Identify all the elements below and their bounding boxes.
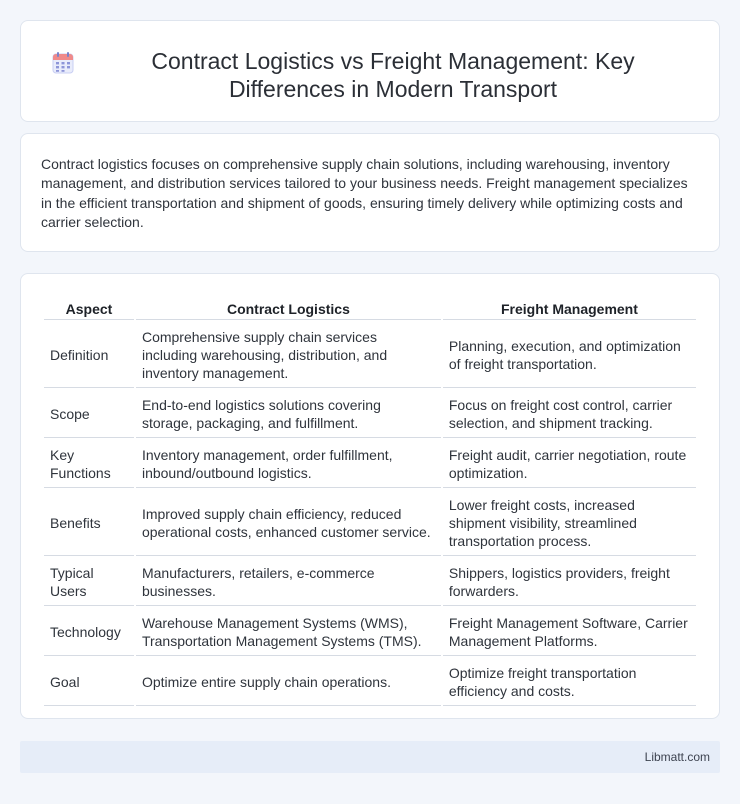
row-aspect: Technology: [44, 608, 134, 656]
row-freight-management: Shippers, logistics providers, freight forwarders.: [443, 558, 696, 606]
comparison-table: [42, 294, 698, 708]
row-aspect: Goal: [44, 658, 134, 706]
row-aspect: Scope: [44, 390, 134, 438]
table-row: [44, 440, 696, 488]
row-freight-management: Focus on freight cost control, carrier selection, and shipment tracking.: [443, 390, 696, 438]
comparison-card: [20, 273, 720, 719]
row-freight-management: Optimize freight transportation efficiency and costs.: [443, 658, 696, 706]
row-freight-management: Planning, execution, and optimization of freight transportation.: [443, 322, 696, 388]
row-aspect: Definition: [44, 322, 134, 388]
table-row: [44, 322, 696, 388]
row-freight-management: Freight audit, carrier negotiation, route optimization.: [443, 440, 696, 488]
table-row: [44, 558, 696, 606]
header-freight-management: Freight Management: [443, 296, 696, 320]
title-card: [20, 20, 720, 122]
row-contract-logistics: Inventory management, order fulfillment, inbound/outbound logistics.: [136, 440, 441, 488]
row-aspect: Typical Users: [44, 558, 134, 606]
intro-paragraph: Contract logistics focuses on comprehensive supply chain solutions, including warehousing, inventory management, and distribution services tailored to your business needs. Freight management specializes in the efficient transportation and shipment of goods, ensuring timely delivery while optimizing costs and carrier selection.: [41, 156, 688, 231]
row-freight-management: Freight Management Software, Carrier Management Platforms.: [443, 608, 696, 656]
calendar-icon: [51, 51, 75, 75]
row-contract-logistics: Manufacturers, retailers, e-commerce businesses.: [136, 558, 441, 606]
table-row: [44, 490, 696, 556]
title-row: [21, 21, 719, 103]
page-title: Contract Logistics vs Freight Management: Key Differences in Modern Transport: [151, 48, 635, 102]
row-contract-logistics: Optimize entire supply chain operations.: [136, 658, 441, 706]
footer: [20, 741, 720, 773]
table-row: [44, 390, 696, 438]
table-row: [44, 608, 696, 656]
footer-site-link[interactable]: Libmatt.com: [644, 750, 710, 764]
row-contract-logistics: Warehouse Management Systems (WMS), Transportation Management Systems (TMS).: [136, 608, 441, 656]
row-contract-logistics: End-to-end logistics solutions covering storage, packaging, and fulfillment.: [136, 390, 441, 438]
row-freight-management: Lower freight costs, increased shipment visibility, streamlined transportation process.: [443, 490, 696, 556]
row-aspect: Key Functions: [44, 440, 134, 488]
table-header-row: [44, 296, 696, 320]
row-contract-logistics: Comprehensive supply chain services including warehousing, distribution, and inventory management.: [136, 322, 441, 388]
table-row: [44, 658, 696, 706]
header-aspect: Aspect: [44, 296, 134, 320]
header-contract-logistics: Contract Logistics: [136, 296, 441, 320]
row-aspect: Benefits: [44, 490, 134, 556]
intro-card: [20, 133, 720, 252]
row-contract-logistics: Improved supply chain efficiency, reduced operational costs, enhanced customer service.: [136, 490, 441, 556]
